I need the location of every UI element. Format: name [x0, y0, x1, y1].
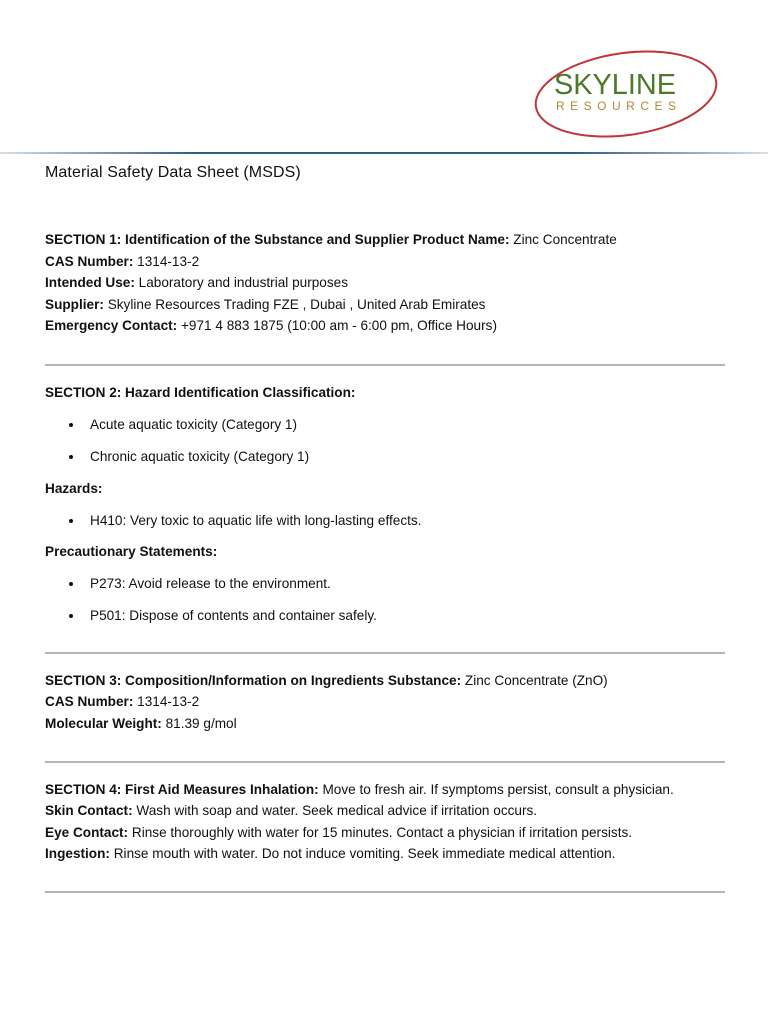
section-1: [45, 229, 725, 337]
precautionary-label: Precautionary Statements:: [45, 544, 218, 560]
section-3-molecular-weight: Molecular Weight: 81.39 g/mol: [45, 715, 237, 731]
hazards-label: Hazards:: [45, 481, 103, 497]
section-4-ingestion: Ingestion: Rinse mouth with water. Do not induce vomiting. Seek immediate medical attention.: [45, 846, 616, 862]
section-1-supplier: Supplier: Skyline Resources Trading FZE , Dubai , United Arab Emirates: [45, 296, 486, 312]
section-3: [45, 670, 725, 735]
section-1-intended-use: Intended Use: Laboratory and industrial purposes: [45, 275, 348, 291]
section-2-heading: SECTION 2: Hazard Identification Classification:: [45, 384, 356, 400]
hazards-list: [45, 510, 725, 532]
section-divider: [45, 364, 725, 366]
precautionary-list: [45, 573, 725, 627]
classification-list: [45, 414, 725, 468]
list-item: H410: Very toxic to aquatic life with long-lasting effects.: [90, 510, 725, 532]
section-1-cas: CAS Number: 1314-13-2: [45, 253, 200, 269]
logo-name-top: SKYLINE: [554, 69, 676, 101]
section-4-eye-contact: Eye Contact: Rinse thoroughly with water for 15 minutes. Contact a physician if irritation persists.: [45, 824, 633, 840]
section-divider: [45, 761, 725, 763]
section-4-skin-contact: Skin Contact: Wash with soap and water. Seek medical advice if irritation occurs.: [45, 803, 538, 819]
logo-name-bottom: RESOURCES: [556, 99, 676, 113]
section-1-emergency-contact: Emergency Contact: +971 4 883 1875 (10:00 am - 6:00 pm, Office Hours): [45, 318, 497, 334]
list-item: Acute aquatic toxicity (Category 1): [90, 414, 725, 436]
document-body: [45, 163, 725, 893]
company-logo: [532, 50, 720, 140]
section-divider: [45, 652, 725, 654]
section-3-heading: SECTION 3: Composition/Information on Ingredients Substance: Zinc Concentrate (ZnO): [45, 672, 608, 688]
section-4-heading: SECTION 4: First Aid Measures Inhalation: Move to fresh air. If symptoms persist, consult a physician.: [45, 781, 674, 797]
header-rule: [0, 152, 768, 154]
section-divider: [45, 891, 725, 893]
list-item: P501: Dispose of contents and container safely.: [90, 605, 725, 627]
section-2: [45, 382, 725, 627]
section-1-heading: SECTION 1: Identification of the Substance and Supplier Product Name: Zinc Concentrate: [45, 232, 617, 247]
section-3-cas: CAS Number: 1314-13-2: [45, 694, 200, 710]
document-title: Material Safety Data Sheet (MSDS): [45, 164, 301, 181]
list-item: Chronic aquatic toxicity (Category 1): [90, 446, 725, 468]
section-4: [45, 779, 725, 865]
list-item: P273: Avoid release to the environment.: [90, 573, 725, 595]
